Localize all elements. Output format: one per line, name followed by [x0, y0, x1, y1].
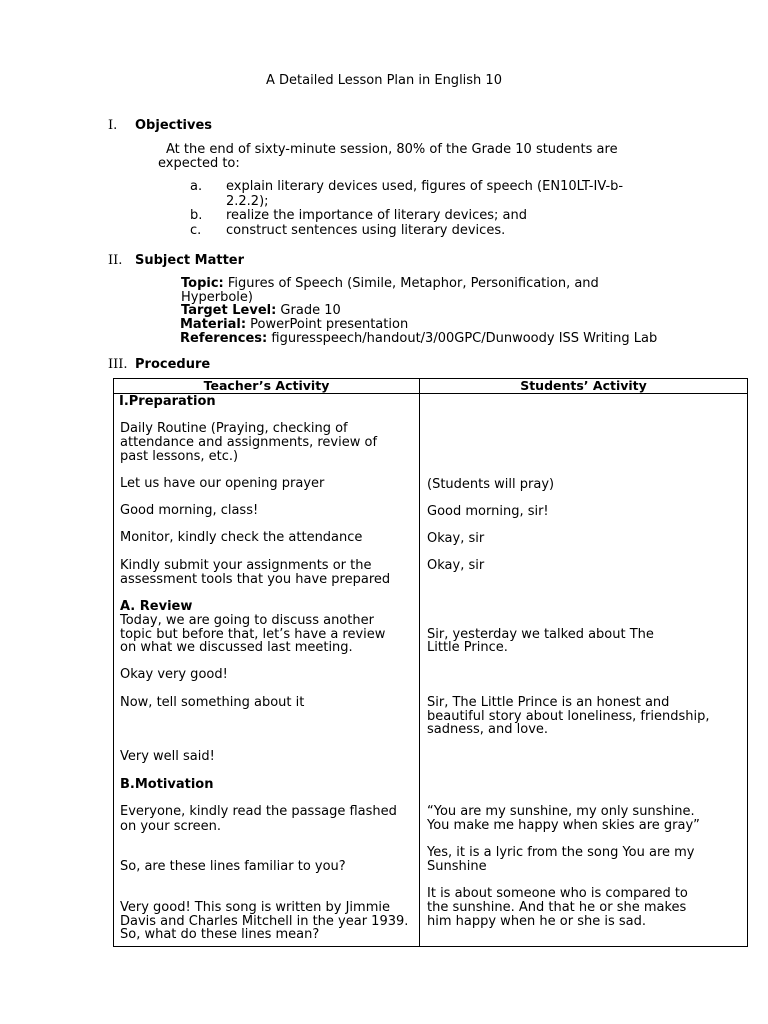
procedure-table	[113, 378, 748, 947]
students-okay-sir-2: Okay, sir	[427, 558, 485, 573]
students-lyric-line2: Sunshine	[427, 859, 487, 874]
section-heading-procedure: Procedure	[135, 357, 211, 372]
target-level-row	[181, 303, 341, 318]
students-activity-cell	[420, 394, 748, 947]
students-okay-sir-1: Okay, sir	[427, 531, 485, 546]
topic-label: Topic:	[181, 276, 224, 291]
teacher-familiar: So, are these lines familiar to you?	[120, 859, 346, 874]
students-yesterday-line1: Sir, yesterday we talked about The	[427, 627, 654, 642]
students-meaning-line2: the sunshine. And that he or she makes	[427, 900, 687, 915]
teacher-review-line3: on what we discussed last meeting.	[120, 640, 353, 655]
procedure-table-header-row	[114, 379, 748, 394]
material-label: Material:	[180, 317, 247, 332]
teacher-read-line2: on your screen.	[120, 819, 222, 834]
teacher-prayer: Let us have our opening prayer	[120, 476, 325, 491]
students-sunshine-line2: You make me happy when skies are gray”	[427, 818, 700, 833]
review-heading: A. Review	[120, 599, 193, 614]
material-value: PowerPoint presentation	[246, 317, 409, 332]
objective-b-line1: realize the importance of literary devices; and	[226, 208, 527, 223]
topic-value-line2: Hyperbole)	[181, 290, 253, 305]
teacher-very-well-said: Very well said!	[120, 749, 215, 764]
column-header-teacher: Teacher’s Activity	[114, 379, 420, 394]
students-meaning-line3: him happy when he or she is sad.	[427, 914, 647, 929]
students-story-line1: Sir, The Little Prince is an honest and	[427, 695, 670, 710]
objective-letter-b: b.	[190, 208, 203, 223]
teacher-review-line1: Today, we are going to discuss another	[120, 613, 374, 628]
section-number-subject-matter: II.	[108, 253, 123, 268]
teacher-routine-line2: attendance and assignments, review of	[120, 435, 378, 450]
references-row	[180, 331, 657, 346]
teacher-song-line2: Davis and Charles Mitchell in the year 1939.	[120, 914, 409, 929]
objective-letter-a: a.	[190, 179, 203, 194]
teacher-submit-line1: Kindly submit your assignments or the	[120, 558, 372, 573]
students-meaning-line1: It is about someone who is compared to	[427, 886, 688, 901]
section-heading-objectives: Objectives	[135, 118, 213, 133]
teacher-routine-line1: Daily Routine (Praying, checking of	[120, 421, 348, 436]
teacher-song-line3: So, what do these lines mean?	[120, 927, 320, 942]
column-header-students: Students’ Activity	[420, 379, 748, 394]
objective-a-line2: 2.2.2);	[226, 194, 269, 209]
objective-letter-c: c.	[190, 223, 202, 238]
objective-c-line1: construct sentences using literary devices.	[226, 223, 506, 238]
topic-value: Figures of Speech (Simile, Metaphor, Personification, and	[223, 276, 599, 291]
section-number-procedure: III.	[108, 357, 128, 372]
students-lyric-line1: Yes, it is a lyric from the song You are my	[427, 845, 695, 860]
target-level-value: Grade 10	[276, 303, 341, 318]
document-title: A Detailed Lesson Plan in English 10	[266, 73, 502, 88]
procedure-table-body-row	[114, 394, 748, 947]
preparation-heading: I.Preparation	[119, 394, 216, 409]
students-story-line3: sadness, and love.	[427, 722, 549, 737]
teacher-attendance: Monitor, kindly check the attendance	[120, 530, 363, 545]
objectives-intro-line2: expected to:	[158, 156, 240, 171]
references-value: figuresspeech/handout/3/00GPC/Dunwoody ISS Writing Lab	[267, 331, 658, 346]
students-pray: (Students will pray)	[427, 477, 555, 492]
material-row	[180, 317, 408, 332]
target-level-label: Target Level:	[181, 303, 277, 318]
teacher-song-line1: Very good! This song is written by Jimmie	[120, 900, 390, 915]
topic-row	[181, 276, 599, 291]
students-story-line2: beautiful story about loneliness, friendship,	[427, 709, 710, 724]
students-sunshine-line1: “You are my sunshine, my only sunshine.	[427, 804, 695, 819]
objectives-intro-line1: At the end of sixty-minute session, 80% of the Grade 10 students are	[166, 142, 618, 157]
teacher-okay-very-good: Okay very good!	[120, 667, 228, 682]
teacher-activity-cell	[114, 394, 420, 947]
students-good-morning: Good morning, sir!	[427, 504, 549, 519]
section-heading-subject-matter: Subject Matter	[135, 253, 245, 268]
teacher-submit-line2: assessment tools that you have prepared	[120, 572, 391, 587]
teacher-routine-line3: past lessons, etc.)	[120, 449, 239, 464]
teacher-tell-something: Now, tell something about it	[120, 695, 305, 710]
objective-a-line1: explain literary devices used, figures of speech (EN10LT-IV-b-	[226, 179, 624, 194]
section-number-objectives: I.	[108, 118, 118, 133]
references-label: References:	[180, 331, 268, 346]
students-yesterday-line2: Little Prince.	[427, 640, 508, 655]
motivation-heading: B.Motivation	[120, 777, 214, 792]
teacher-review-line2: topic but before that, let’s have a review	[120, 627, 386, 642]
teacher-read-line1: Everyone, kindly read the passage flashed	[120, 804, 397, 819]
teacher-good-morning: Good morning, class!	[120, 503, 259, 518]
